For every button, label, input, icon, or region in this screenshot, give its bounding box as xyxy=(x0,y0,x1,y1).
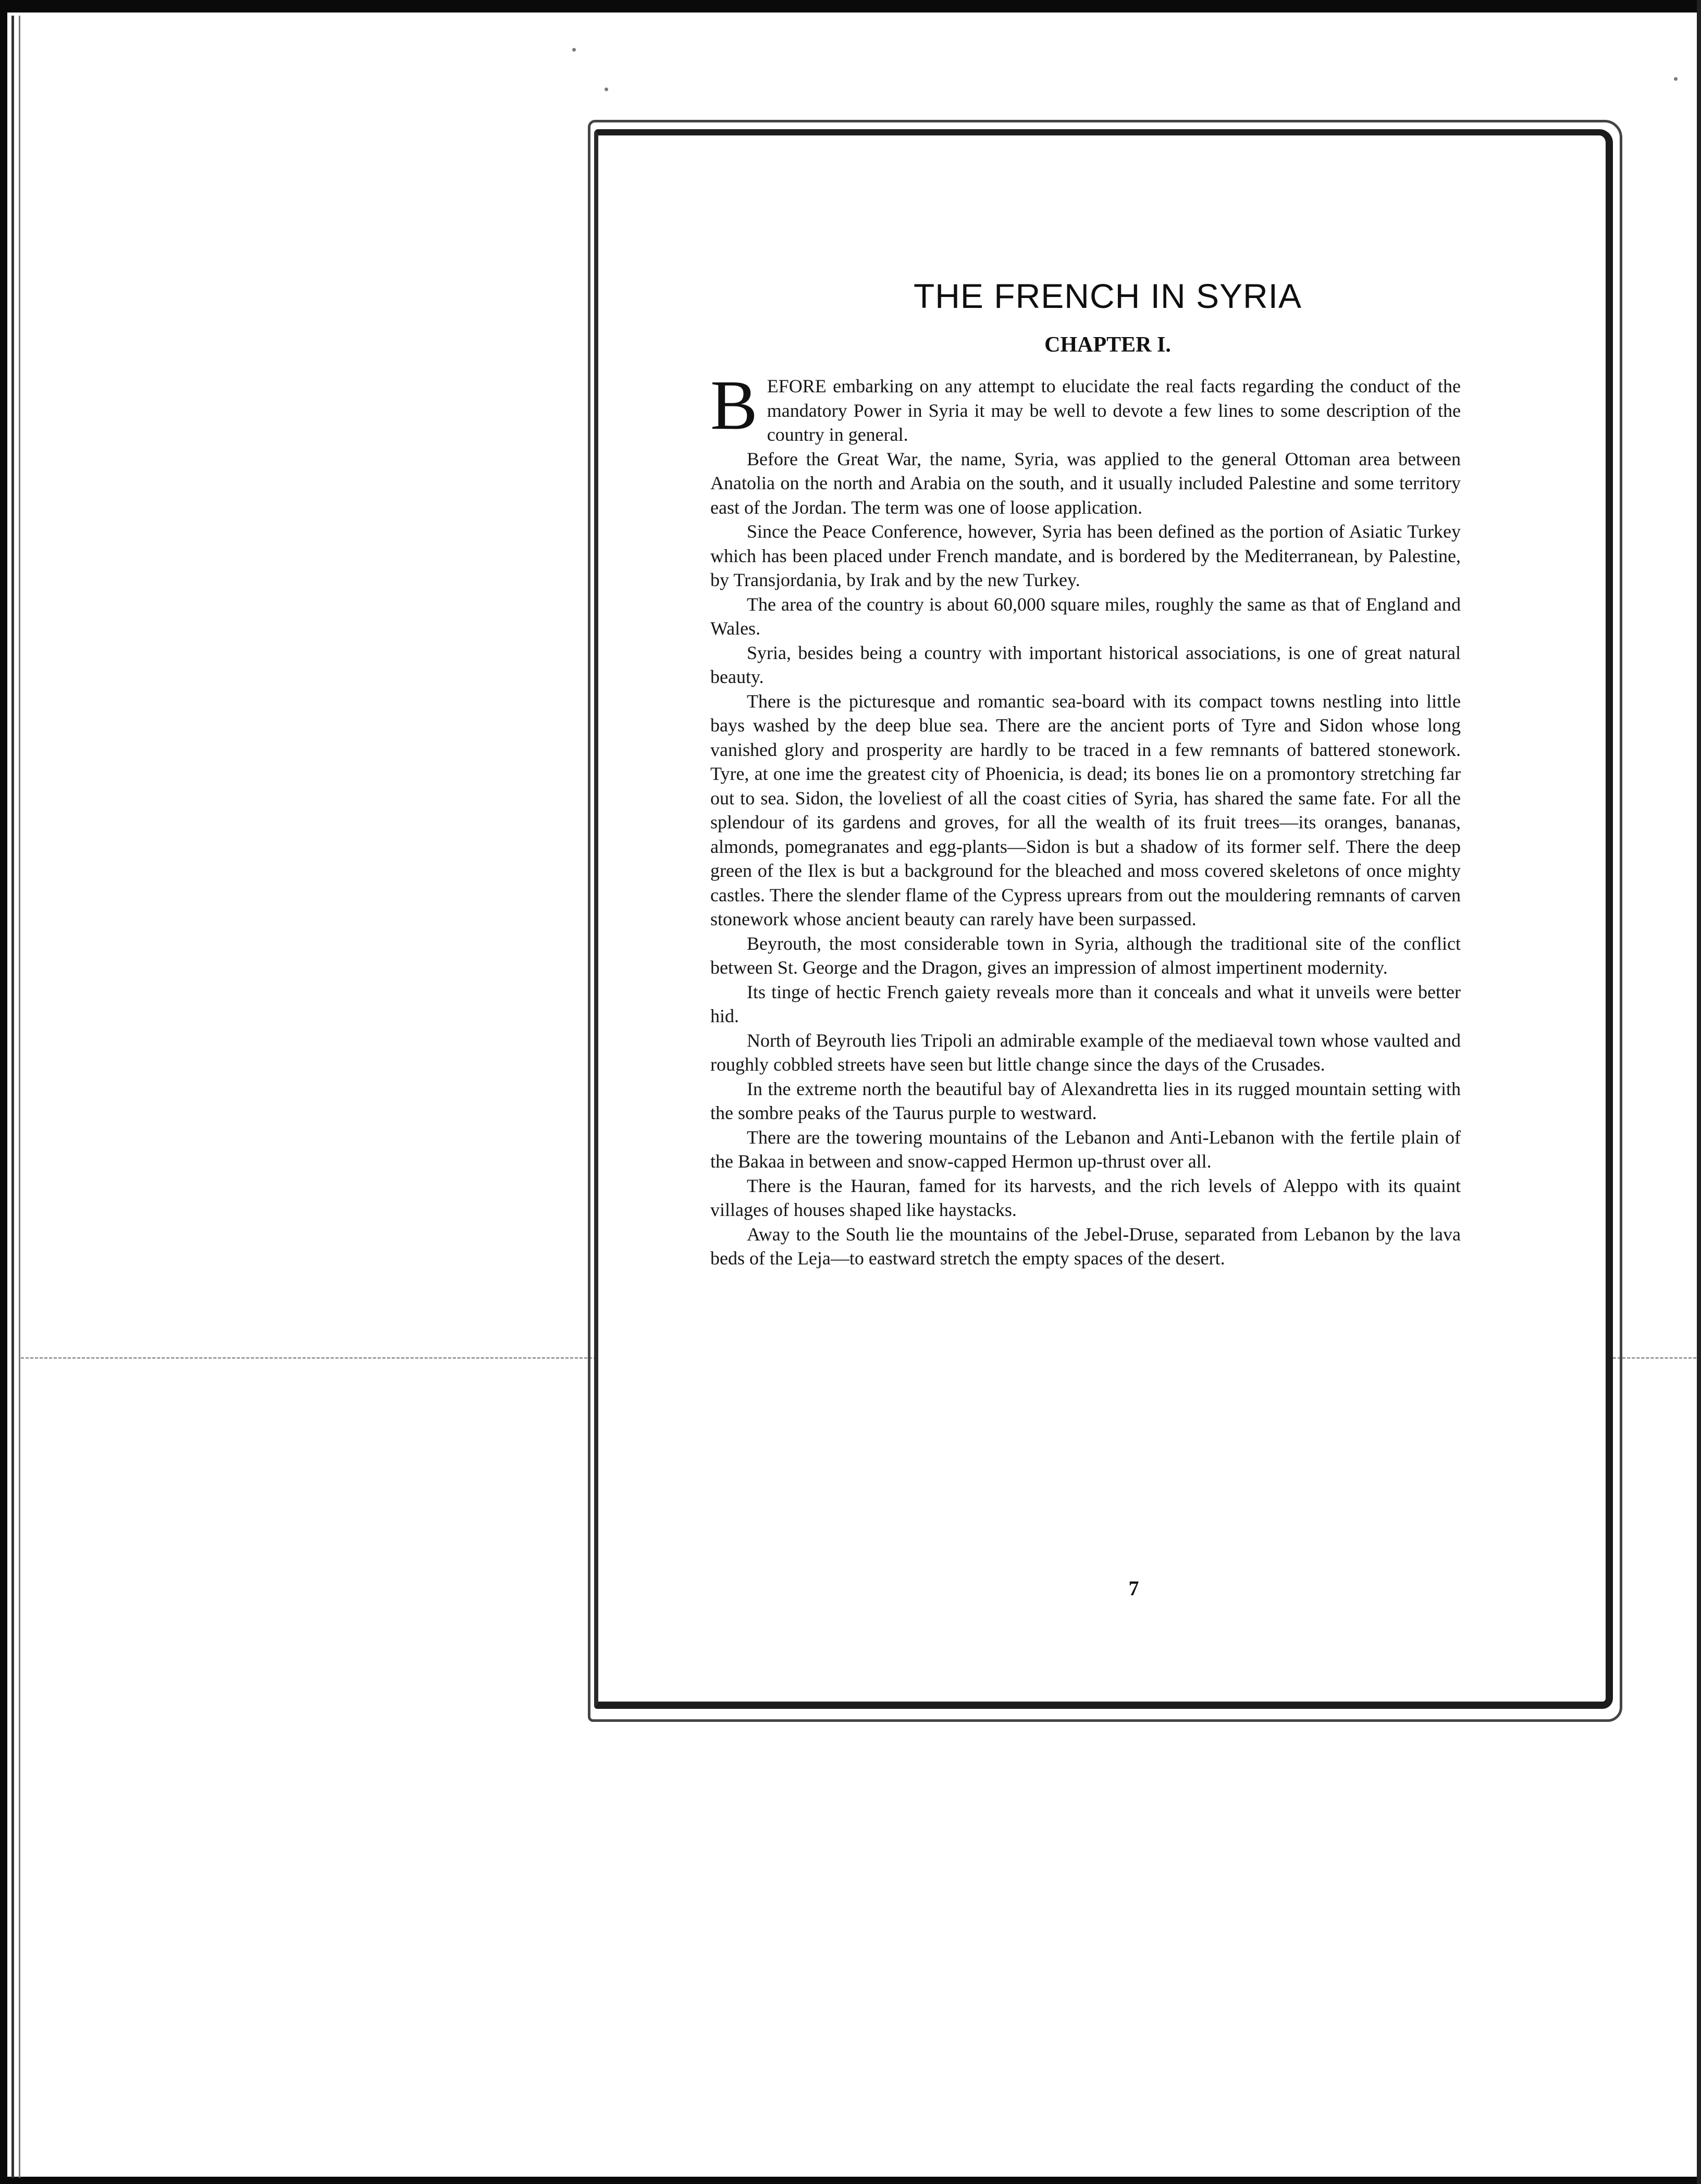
paragraph: Before the Great War, the name, Syria, was applied to the general Ottoman area between Anatolia on the north and Arabia on the south, and it usually included Palestine and some territory east of the Jordan. The term was one of loose application. xyxy=(710,448,1461,518)
paragraph: There is the picturesque and romantic sea-board with its compact towns nestling into little bays washed by the deep blue sea. There are the ancient ports of Tyre and Sidon whose long vanished glory and prosperity are hardly to be traced in a few remnants of battered stonework. Tyre, at one ime the greatest city of Phoenicia, is dead; its bones lie on a promontory stretching far out to sea. Sidon, the loveliest of all the coast cities of Syria, has shared the same fate. For all the splendour of its gardens and groves, for all the wealth of its fruit trees—its oranges, bananas, almonds, pomegranates and egg-plants—Sidon is but a shadow of its former self. There the deep green of the Ilex is but a background for the bleached and moss covered skeletons of once mighty castles. There the slender flame of the Cypress uprears from out the mouldering remnants of carven stonework whose ancient beauty can rarely have been surpassed. xyxy=(710,690,1461,929)
scan-border-bottom xyxy=(0,2177,1701,2184)
paragraph-text: EFORE embarking on any attempt to elucidate the real facts regarding the conduct of the mandatory Power in Syria it may be well to devote a few lines to some description of the country in general. xyxy=(767,376,1461,445)
paragraph: North of Beyrouth lies Tripoli an admirable example of the mediaeval town whose vaulted and roughly cobbled streets have seen but little change since the days of the Crusades. xyxy=(710,1029,1461,1075)
paragraph: Away to the South lie the mountains of the Jebel-Druse, separated from Lebanon by the lava beds of the Leja—to eastward stretch the empty spaces of the desert. xyxy=(710,1223,1461,1269)
scan-binding-line-light xyxy=(19,16,20,2178)
paragraph: Beyrouth, the most considerable town in Syria, although the traditional site of the conflict between St. George and the Dragon, gives an impression of almost impertinent modernity. xyxy=(710,933,1461,978)
fold-line xyxy=(21,1357,597,1360)
scan-border-top xyxy=(0,0,1701,13)
page-number: 7 xyxy=(1128,1577,1139,1600)
paragraph: The area of the country is about 60,000 square miles, roughly the same as that of England and Wales. xyxy=(710,593,1461,639)
fold-line xyxy=(1613,1357,1696,1360)
scan-speck xyxy=(572,48,576,52)
paragraph: In the extreme north the beautiful bay of Alexandretta lies in its rugged mountain setting with the sombre peaks of the Taurus purple to westward. xyxy=(710,1078,1461,1123)
paragraph: Since the Peace Conference, however, Syria has been defined as the portion of Asiatic Turkey which has been placed under French mandate, and is bordered by the Mediterranean, by Palestine, by Transjordania, by Irak and by the new Turkey. xyxy=(710,521,1461,590)
scan-speck xyxy=(605,88,608,91)
chapter-heading: CHAPTER I. xyxy=(1044,333,1171,357)
book-page xyxy=(594,129,1613,1709)
paragraph: Its tinge of hectic French gaiety reveals more than it conceals and what it unveils were better hid. xyxy=(710,981,1461,1026)
page-title: THE FRENCH IN SYRIA xyxy=(913,277,1302,315)
paragraph xyxy=(710,366,1461,447)
paragraph: There are the towering mountains of the Lebanon and Anti-Lebanon with the fertile plain of the Bakaa in between and snow-capped Hermon up-thrust over all. xyxy=(710,1126,1461,1172)
paragraph: Syria, besides being a country with important historical associations, is one of great natural beauty. xyxy=(710,642,1461,687)
drop-cap: B xyxy=(710,366,758,444)
scan-border-left xyxy=(0,0,7,2184)
body-text xyxy=(710,366,1461,1271)
paragraph: There is the Hauran, famed for its harvests, and the rich levels of Aleppo with its quaint villages of houses shaped like haystacks. xyxy=(710,1175,1461,1220)
scan-border-right xyxy=(1697,0,1701,2184)
scan-binding-line xyxy=(11,16,14,2178)
scan-speck xyxy=(1674,77,1678,81)
